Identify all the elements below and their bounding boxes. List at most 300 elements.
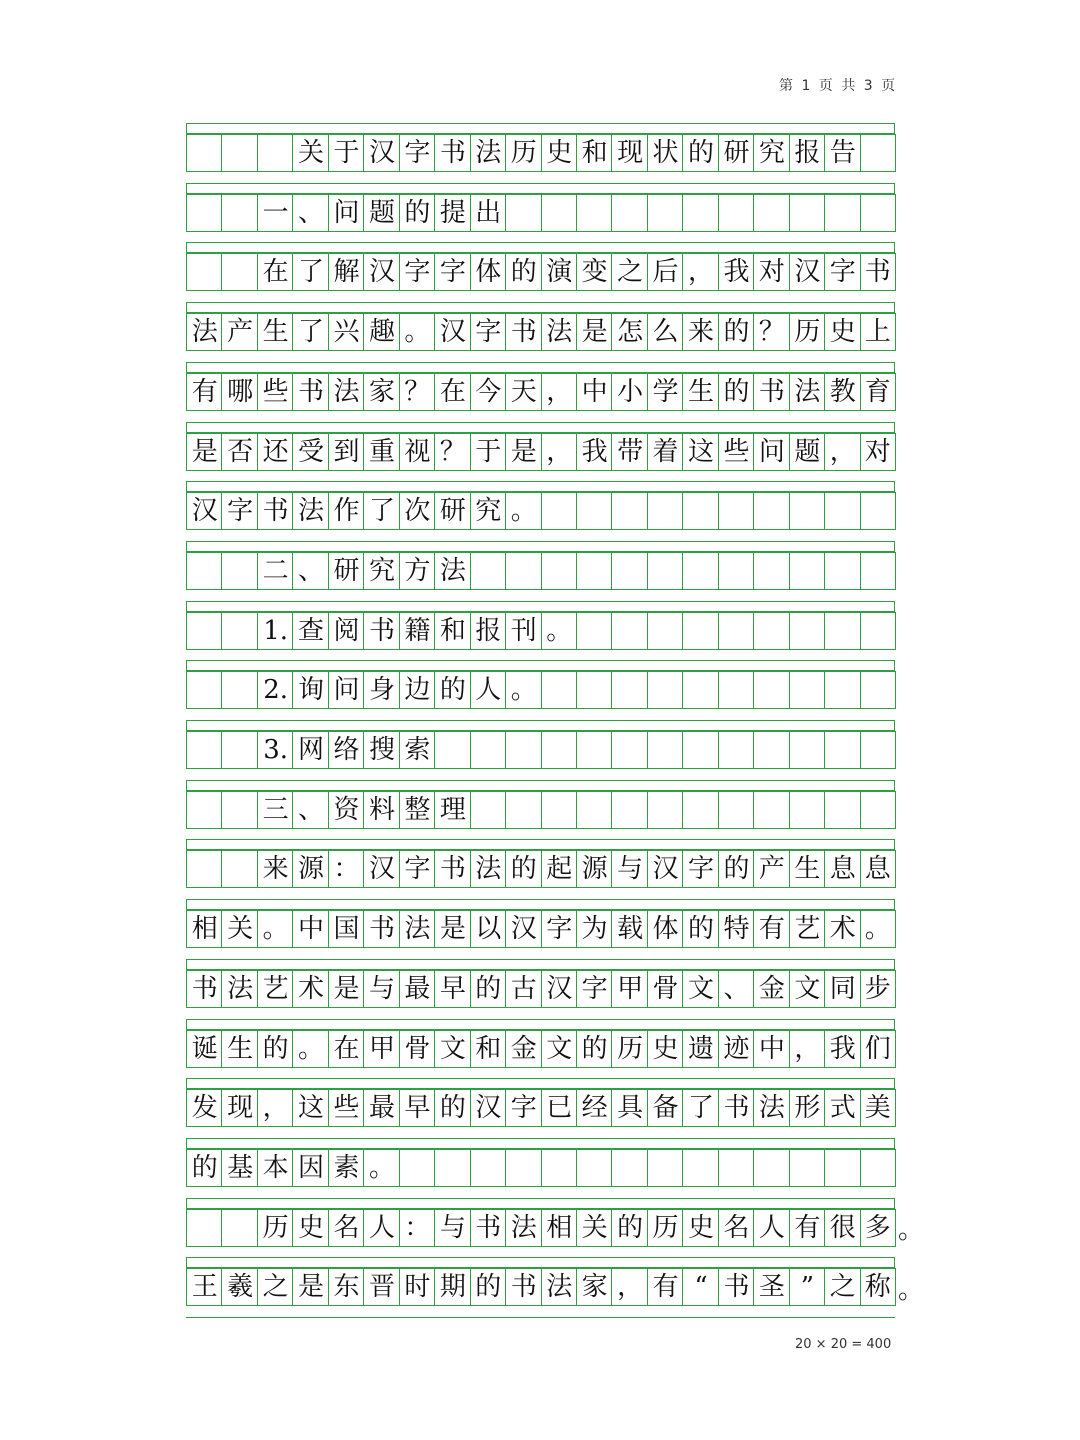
grid-cell: 于: [470, 433, 506, 471]
grid-cell: 研: [434, 492, 470, 530]
grid-cell: 本: [257, 1149, 293, 1187]
grid-cell: [647, 731, 683, 769]
grid-cell: [541, 194, 577, 232]
grid-cell: 阅: [328, 612, 364, 650]
grid-row: [186, 481, 895, 541]
grid-cell: [541, 492, 577, 530]
grid-cell: 期: [434, 1268, 470, 1306]
grid-cell: [221, 1209, 257, 1247]
grid-cell: 。: [292, 1030, 328, 1068]
grid-cell: 法: [753, 1089, 789, 1127]
grid-cell: 已: [541, 1089, 577, 1127]
grid-row: [186, 1138, 895, 1198]
grid-cell: 中: [292, 910, 328, 948]
grid-cell: 在: [257, 253, 293, 291]
grid-cell: 艺: [257, 970, 293, 1008]
grid-cells: [186, 1149, 895, 1187]
grid-cell: 法: [292, 492, 328, 530]
grid-cell: 络: [328, 731, 364, 769]
grid-cell: 告: [824, 134, 860, 172]
grid-cell: 、: [292, 552, 328, 590]
grid-cell: [576, 492, 612, 530]
grid-cell: 源: [576, 850, 612, 888]
grid-cell: 些: [718, 433, 754, 471]
grid-cell: [541, 731, 577, 769]
grid-cell: 的: [718, 373, 754, 411]
grid-cell: 小: [611, 373, 647, 411]
grid-cell: [541, 552, 577, 590]
grid-cell: [860, 791, 896, 829]
grid-cell: 视: [399, 433, 435, 471]
grid-cell: 教: [824, 373, 860, 411]
grid-cell: 整: [399, 791, 435, 829]
grid-cell: 为: [576, 910, 612, 948]
row-spacer: [186, 839, 895, 850]
grid-cell: 汉: [789, 253, 825, 291]
grid-cell: [186, 731, 222, 769]
grid-cell: [824, 194, 860, 232]
grid-cell: 字: [541, 910, 577, 948]
grid-row: [186, 1078, 895, 1138]
grid-cell: 史: [292, 1209, 328, 1247]
grid-cell: 书: [860, 253, 896, 291]
grid-row: [186, 601, 895, 661]
grid-cell: ，: [541, 373, 577, 411]
grid-cell: [576, 612, 612, 650]
grid-cell: 解: [328, 253, 364, 291]
grid-cell: [470, 791, 506, 829]
grid-cell: 作: [328, 492, 364, 530]
grid-cell: ，: [257, 1089, 293, 1127]
grid-cell: [186, 850, 222, 888]
row-spacer: [186, 959, 895, 970]
grid-cell: 甲: [611, 970, 647, 1008]
grid-cell: 带: [611, 433, 647, 471]
grid-cell: 甲: [363, 1030, 399, 1068]
grid-cell: [257, 134, 293, 172]
grid-cell: 3.: [257, 731, 293, 769]
row-spacer: [186, 660, 895, 671]
grid-cell: [186, 671, 222, 709]
grid-cell: [611, 791, 647, 829]
grid-cell: ，: [824, 433, 860, 471]
grid-cell: [753, 612, 789, 650]
grid-cell: 题: [363, 194, 399, 232]
grid-cell: [576, 194, 612, 232]
grid-cell: 是: [576, 313, 612, 351]
grid-cell: [860, 134, 896, 172]
grid-cell: [221, 612, 257, 650]
grid-cell: [824, 552, 860, 590]
grid-cell: 的: [505, 253, 541, 291]
grid-cell: [541, 791, 577, 829]
grid-cell: 书: [186, 970, 222, 1008]
grid-cell: [789, 612, 825, 650]
grid-cell: [718, 194, 754, 232]
grid-cell: 很: [824, 1209, 860, 1247]
grid-cell: 询: [292, 671, 328, 709]
grid-row: [186, 302, 895, 362]
grid-cell: [541, 1149, 577, 1187]
grid-cell: [647, 791, 683, 829]
grid-cell: 的: [186, 1149, 222, 1187]
grid-cell: 有: [789, 1209, 825, 1247]
grid-cell: 字: [470, 313, 506, 351]
grid-cell: 的: [505, 850, 541, 888]
grid-cell: 研: [718, 134, 754, 172]
grid-cell: 迹: [718, 1030, 754, 1068]
grid-cell: 具: [611, 1089, 647, 1127]
grid-cell: 是: [292, 1268, 328, 1306]
grid-cell: [753, 552, 789, 590]
grid-cell: [718, 612, 754, 650]
grid-cell: 法: [541, 1268, 577, 1306]
grid-cells: [186, 1089, 895, 1127]
grid-cell: 金: [505, 1030, 541, 1068]
grid-cell: 问: [753, 433, 789, 471]
grid-cell: 资: [328, 791, 364, 829]
grid-cell: [221, 850, 257, 888]
row-spacer: [186, 481, 895, 492]
grid-cell: 字: [221, 492, 257, 530]
grid-cell: 与: [611, 850, 647, 888]
grid-cell: 息: [860, 850, 896, 888]
grid-cell: 些: [328, 1089, 364, 1127]
grid-cell: 形: [789, 1089, 825, 1127]
grid-cell: 趣: [363, 313, 399, 351]
grid-cell: 历: [611, 1030, 647, 1068]
grid-cell: 。: [257, 910, 293, 948]
grid-cells: [186, 791, 895, 829]
grid-cell: 。: [860, 910, 896, 948]
grid-cell: 文: [682, 970, 718, 1008]
grid-cell: [789, 194, 825, 232]
grid-cell: ？: [399, 373, 435, 411]
grid-cell: [647, 552, 683, 590]
grid-cell: 报: [470, 612, 506, 650]
grid-cell: 了: [292, 253, 328, 291]
grid-cell: 书: [505, 1268, 541, 1306]
grid-cell: 字: [399, 253, 435, 291]
grid-row: [186, 1198, 925, 1258]
grid-cell: 。: [541, 612, 577, 650]
grid-cell: 否: [221, 433, 257, 471]
grid-cell: [611, 194, 647, 232]
grid-cell: 网: [292, 731, 328, 769]
grid-cells: [186, 671, 895, 709]
grid-cell: 金: [753, 970, 789, 1008]
grid-cell: [186, 612, 222, 650]
manuscript-grid-paper: [186, 123, 925, 1318]
grid-cell: [647, 194, 683, 232]
grid-cell: [824, 671, 860, 709]
grid-cell: [860, 671, 896, 709]
grid-cell: 怎: [611, 313, 647, 351]
grid-cell: [824, 1149, 860, 1187]
grid-cell: 我: [576, 433, 612, 471]
grid-cell: 现: [221, 1089, 257, 1127]
grid-cell: 名: [718, 1209, 754, 1247]
grid-cell: 字: [576, 970, 612, 1008]
grid-cell: 历: [505, 134, 541, 172]
grid-cell: 素: [328, 1149, 364, 1187]
grid-cell: 对: [860, 433, 896, 471]
grid-cells: [186, 731, 895, 769]
grid-cell: [682, 492, 718, 530]
grid-cell: [789, 1149, 825, 1187]
grid-cell: 名: [328, 1209, 364, 1247]
grid-cells: [186, 970, 895, 1008]
grid-cell: 字: [505, 1089, 541, 1127]
grid-cell: 最: [363, 1089, 399, 1127]
grid-cell: 籍: [399, 612, 435, 650]
row-spacer: [186, 1019, 895, 1030]
row-spacer: [186, 422, 895, 433]
grid-cell: [505, 791, 541, 829]
grid-cell: 历: [789, 313, 825, 351]
grid-cell: ，: [611, 1268, 647, 1306]
grid-cell: 书: [292, 373, 328, 411]
grid-cell: 汉: [647, 850, 683, 888]
grid-cell: [682, 612, 718, 650]
grid-cell: 产: [753, 850, 789, 888]
grid-cell: 上: [860, 313, 896, 351]
grid-cell: 有: [186, 373, 222, 411]
grid-cell: 字: [399, 850, 435, 888]
grid-cell: [576, 552, 612, 590]
grid-cells: [186, 313, 895, 351]
grid-cell: 还: [257, 433, 293, 471]
grid-cell: 书: [470, 1209, 506, 1247]
grid-cell: [576, 731, 612, 769]
row-spacer: [186, 362, 895, 373]
grid-cell: 书: [718, 1268, 754, 1306]
grid-cell: 历: [257, 1209, 293, 1247]
grid-cell: 相: [186, 910, 222, 948]
grid-cell: 。: [505, 671, 541, 709]
grid-row: [186, 780, 895, 840]
grid-cell: [789, 791, 825, 829]
grid-row: [186, 422, 895, 482]
grid-cell: [470, 552, 506, 590]
grid-cell: 搜: [363, 731, 399, 769]
grid-cell: 法: [221, 970, 257, 1008]
grid-cell: 汉: [505, 910, 541, 948]
grid-cells: [186, 552, 895, 590]
grid-cell: [221, 253, 257, 291]
grid-cell: 汉: [470, 1089, 506, 1127]
grid-row: [186, 362, 895, 422]
grid-cell: [682, 194, 718, 232]
grid-cell: 料: [363, 791, 399, 829]
grid-cell: “: [682, 1268, 718, 1306]
grid-cell: 诞: [186, 1030, 222, 1068]
grid-cell: 圣: [753, 1268, 789, 1306]
grid-cell: 有: [647, 1268, 683, 1306]
grid-cell: [789, 552, 825, 590]
grid-cell: 生: [221, 1030, 257, 1068]
grid-cell: 因: [292, 1149, 328, 1187]
grid-cell: 之: [257, 1268, 293, 1306]
grid-cell: 史: [541, 134, 577, 172]
grid-cell: 人: [470, 671, 506, 709]
grid-cell: [718, 671, 754, 709]
grid-cell: 了: [682, 1089, 718, 1127]
grid-cells: [186, 134, 895, 172]
grid-cell: 我: [718, 253, 754, 291]
grid-cell: 遗: [682, 1030, 718, 1068]
grid-cells: [186, 910, 895, 948]
grid-cell: 体: [647, 910, 683, 948]
grid-cell: 骨: [647, 970, 683, 1008]
grid-cell: [824, 612, 860, 650]
grid-cell: 重: [363, 433, 399, 471]
grid-cell: 变: [576, 253, 612, 291]
grid-cell: 术: [292, 970, 328, 1008]
grid-cell: 史: [682, 1209, 718, 1247]
page-indicator: 第 1 页 共 3 页: [779, 78, 898, 94]
grid-cells: [186, 850, 895, 888]
grid-cell: 艺: [789, 910, 825, 948]
row-spacer: [186, 183, 895, 194]
grid-cell: 现: [611, 134, 647, 172]
grid-cell: [753, 791, 789, 829]
grid-cell: 史: [824, 313, 860, 351]
grid-cell: 早: [434, 970, 470, 1008]
grid-cell: 文: [541, 1030, 577, 1068]
grid-cell: [576, 671, 612, 709]
grid-cell: 之: [824, 1268, 860, 1306]
grid-cell: 书: [753, 373, 789, 411]
grid-cell: 的: [434, 671, 470, 709]
grid-cell: 与: [363, 970, 399, 1008]
grid-cell: 法: [434, 552, 470, 590]
grid-cell: [611, 731, 647, 769]
grid-cell: 着: [647, 433, 683, 471]
grid-cell: 文: [434, 1030, 470, 1068]
grid-cell: 术: [824, 910, 860, 948]
grid-cells: [186, 492, 895, 530]
grid-cell: 边: [399, 671, 435, 709]
grid-cell: 法: [541, 313, 577, 351]
row-spacer: [186, 1198, 895, 1209]
grid-cell: 体: [470, 253, 506, 291]
grid-cell: 源: [292, 850, 328, 888]
grid-cell: 的: [470, 1268, 506, 1306]
grid-cells: [186, 253, 895, 291]
grid-cell: [505, 731, 541, 769]
grid-bottom-border: [186, 1317, 895, 1318]
grid-cell: 汉: [541, 970, 577, 1008]
grid-cell: 产: [221, 313, 257, 351]
grid-cell: [789, 492, 825, 530]
grid-cell: 人: [753, 1209, 789, 1247]
grid-cell: 王: [186, 1268, 222, 1306]
grid-cell: 来: [682, 313, 718, 351]
grid-cell: 最: [399, 970, 435, 1008]
grid-cell: 字: [824, 253, 860, 291]
grid-cell: 文: [789, 970, 825, 1008]
grid-cell: [753, 671, 789, 709]
grid-cell: [860, 194, 896, 232]
grid-size-footer: 20 × 20 = 400: [795, 1337, 892, 1352]
grid-row: [186, 183, 895, 243]
grid-cell: 汉: [363, 134, 399, 172]
grid-cell: 美: [860, 1089, 896, 1127]
grid-cell: 的: [718, 850, 754, 888]
grid-cell: 方: [399, 552, 435, 590]
grid-row: [186, 123, 895, 183]
row-spacer: [186, 720, 895, 731]
grid-cell: 的: [682, 134, 718, 172]
grid-row: [186, 242, 895, 302]
grid-row: [186, 899, 895, 959]
grid-cell: 法: [186, 313, 222, 351]
grid-cell: 题: [789, 433, 825, 471]
grid-cell: 时: [399, 1268, 435, 1306]
grid-cell: 的: [470, 970, 506, 1008]
grid-cell: 演: [541, 253, 577, 291]
grid-cell: ，: [541, 433, 577, 471]
row-spacer: [186, 1138, 895, 1149]
grid-cell: 在: [328, 1030, 364, 1068]
grid-cell: 提: [434, 194, 470, 232]
grid-cells: [186, 1268, 895, 1306]
grid-cell: 基: [221, 1149, 257, 1187]
grid-cell: 以: [470, 910, 506, 948]
grid-cell: 二: [257, 552, 293, 590]
grid-cell: 国: [328, 910, 364, 948]
grid-cell: 汉: [434, 313, 470, 351]
grid-cell: [860, 1149, 896, 1187]
grid-cell: [860, 492, 896, 530]
grid-cell: [682, 731, 718, 769]
grid-cell: 兴: [328, 313, 364, 351]
grid-cell: 是: [186, 433, 222, 471]
grid-cell: [505, 1149, 541, 1187]
grid-cell: [824, 731, 860, 769]
grid-row: [186, 1257, 925, 1317]
grid-cell: [647, 671, 683, 709]
grid-cell: 身: [363, 671, 399, 709]
grid-cell: [718, 791, 754, 829]
grid-cell: [647, 1149, 683, 1187]
grid-cell: 、: [292, 194, 328, 232]
grid-cell: 来: [257, 850, 293, 888]
grid-cell: [718, 731, 754, 769]
grid-cell: 刊: [505, 612, 541, 650]
grid-cell: ：: [328, 850, 364, 888]
grid-cells: [186, 1209, 895, 1247]
grid-cell: 我: [824, 1030, 860, 1068]
grid-cells: [186, 194, 895, 232]
grid-cell: [611, 612, 647, 650]
grid-cell: [753, 731, 789, 769]
grid-cell: 、: [718, 970, 754, 1008]
row-spacer: [186, 780, 895, 791]
grid-cell: [434, 1149, 470, 1187]
grid-cell: [753, 194, 789, 232]
grid-cell: 法: [470, 850, 506, 888]
grid-cell: 关: [292, 134, 328, 172]
grid-cell: 。: [505, 492, 541, 530]
grid-cell: [611, 671, 647, 709]
grid-cell: [611, 492, 647, 530]
grid-cell: ，: [682, 253, 718, 291]
grid-cell: 育: [860, 373, 896, 411]
grid-cell: [824, 791, 860, 829]
grid-cell: 报: [789, 134, 825, 172]
